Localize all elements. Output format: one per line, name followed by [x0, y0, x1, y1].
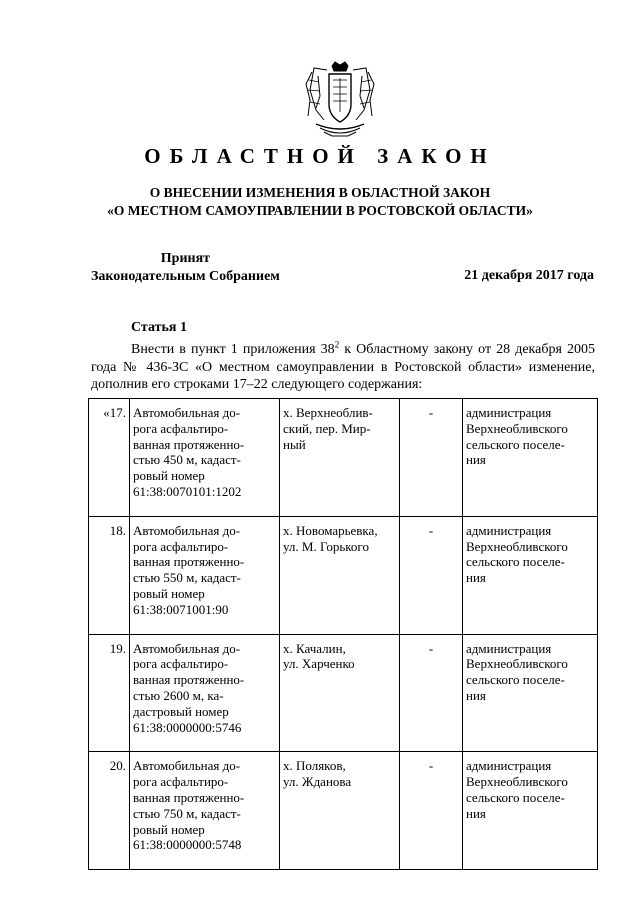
road-owner-line: сельского поселе- — [466, 554, 565, 570]
road-description-line: ванная протяженно- — [133, 672, 245, 688]
road-description-line: ванная протяженно- — [133, 436, 245, 452]
row-number: «17. — [89, 399, 130, 517]
road-owner-line: ния — [466, 687, 486, 703]
article-text-part-2: к Областному закону от 28 декабря 2005 года № 436-ЗС «О местном самоуправлении в Ростовской области» изменение, дополнив его строками 17–22 следующего содержания: — [91, 342, 595, 392]
road-location-line: ул. Жданова — [283, 774, 352, 790]
road-description-line: Автомобильная до- — [133, 758, 241, 774]
row-number: 19. — [89, 634, 130, 752]
road-location-line: х. Новомарьевка, — [283, 522, 378, 538]
road-description-line: рога асфальтиро- — [133, 420, 229, 436]
empty-value: - — [400, 634, 463, 752]
road-description-line: дастровый номер — [133, 703, 229, 719]
subtitle-line-1: О ВНЕСЕНИИ ИЗМЕНЕНИЯ В ОБЛАСТНОЙ ЗАКОН — [149, 185, 491, 200]
road-description-line: 61:38:0000000:5748 — [133, 837, 242, 853]
adoption-line-2: Законодательным Собранием — [91, 269, 280, 284]
road-description-line: стью 2600 м, ка- — [133, 687, 224, 703]
road-description-line: Автомобильная до- — [133, 405, 241, 420]
road-description — [130, 399, 280, 517]
article-heading: Статья 1 — [131, 320, 187, 335]
road-owner — [463, 399, 598, 517]
road-location-line: ский, пер. Мир- — [283, 420, 371, 436]
article-text-part-1: Внести в пункт 1 приложения 38 — [131, 342, 335, 357]
road-description-line: рога асфальтиро- — [133, 774, 229, 790]
road-description-line: ровый номер — [133, 821, 205, 837]
road-description — [130, 634, 280, 752]
road-owner-line: администрация — [466, 640, 552, 656]
road-owner-line: Верхнеобливского — [466, 420, 568, 436]
road-location-line: ул. М. Горького — [283, 538, 369, 554]
subtitle-line-2: «О МЕСТНОМ САМОУПРАВЛЕНИИ В РОСТОВСКОЙ ОБЛАСТИ» — [107, 203, 533, 218]
document-title: ОБЛАСТНОЙ ЗАКОН — [144, 144, 496, 168]
road-description-line: стью 550 м, кадаст- — [133, 570, 241, 586]
table-row — [89, 752, 598, 870]
article-text-superscript: 2 — [334, 339, 340, 350]
road-owner-line: сельского поселе- — [466, 789, 565, 805]
article-text — [91, 341, 595, 394]
road-location — [280, 752, 400, 870]
road-location-line: х. Верхнеоблив- — [283, 405, 373, 420]
road-owner-line: Верхнеобливского — [466, 774, 568, 790]
road-location-line: х. Качалин, — [283, 640, 346, 656]
road-description — [130, 516, 280, 634]
adoption-line-1: Принят — [160, 251, 211, 266]
road-owner — [463, 516, 598, 634]
road-description-line: 61:38:0070101:1202 — [133, 483, 242, 499]
coat-of-arms-icon — [302, 60, 378, 140]
row-number: 18. — [89, 516, 130, 634]
road-owner-line: Верхнеобливского — [466, 656, 568, 672]
roads-table — [88, 398, 598, 870]
road-owner-line: сельского поселе- — [466, 672, 565, 688]
road-location-line: ул. Харченко — [283, 656, 355, 672]
empty-value: - — [400, 752, 463, 870]
road-owner-line: ния — [466, 452, 486, 468]
road-location — [280, 634, 400, 752]
road-description-line: рога асфальтиро- — [133, 656, 229, 672]
table-row — [89, 399, 598, 517]
road-owner-line: администрация — [466, 405, 552, 420]
road-location — [280, 399, 400, 517]
road-location-line: х. Поляков, — [283, 758, 346, 774]
road-description-line: стью 450 м, кадаст- — [133, 452, 241, 468]
table-row — [89, 634, 598, 752]
adoption-date: 21 декабря 2017 года — [464, 268, 594, 283]
road-owner-line: администрация — [466, 522, 552, 538]
road-description-line: ровый номер — [133, 468, 205, 484]
empty-value: - — [400, 516, 463, 634]
road-owner — [463, 752, 598, 870]
road-owner-line: ния — [466, 570, 486, 586]
road-owner-line: сельского поселе- — [466, 436, 565, 452]
road-owner-line: Верхнеобливского — [466, 538, 568, 554]
road-description-line: 61:38:0000000:5746 — [133, 719, 242, 735]
road-description-line: 61:38:0071001:90 — [133, 601, 229, 617]
row-number: 20. — [89, 752, 130, 870]
road-description-line: Автомобильная до- — [133, 522, 241, 538]
road-owner — [463, 634, 598, 752]
road-description-line: ванная протяженно- — [133, 554, 245, 570]
road-description-line: Автомобильная до- — [133, 640, 241, 656]
road-description-line: ровый номер — [133, 585, 205, 601]
adoption-block — [91, 250, 280, 286]
road-owner-line: ния — [466, 805, 486, 821]
table-row — [89, 516, 598, 634]
road-description-line: ванная протяженно- — [133, 789, 245, 805]
road-owner-line: администрация — [466, 758, 552, 774]
road-description-line: рога асфальтиро- — [133, 538, 229, 554]
empty-value: - — [400, 399, 463, 517]
road-location — [280, 516, 400, 634]
road-description-line: стью 750 м, кадаст- — [133, 805, 241, 821]
document-subtitle — [60, 184, 580, 220]
road-location-line: ный — [283, 436, 306, 452]
road-description — [130, 752, 280, 870]
